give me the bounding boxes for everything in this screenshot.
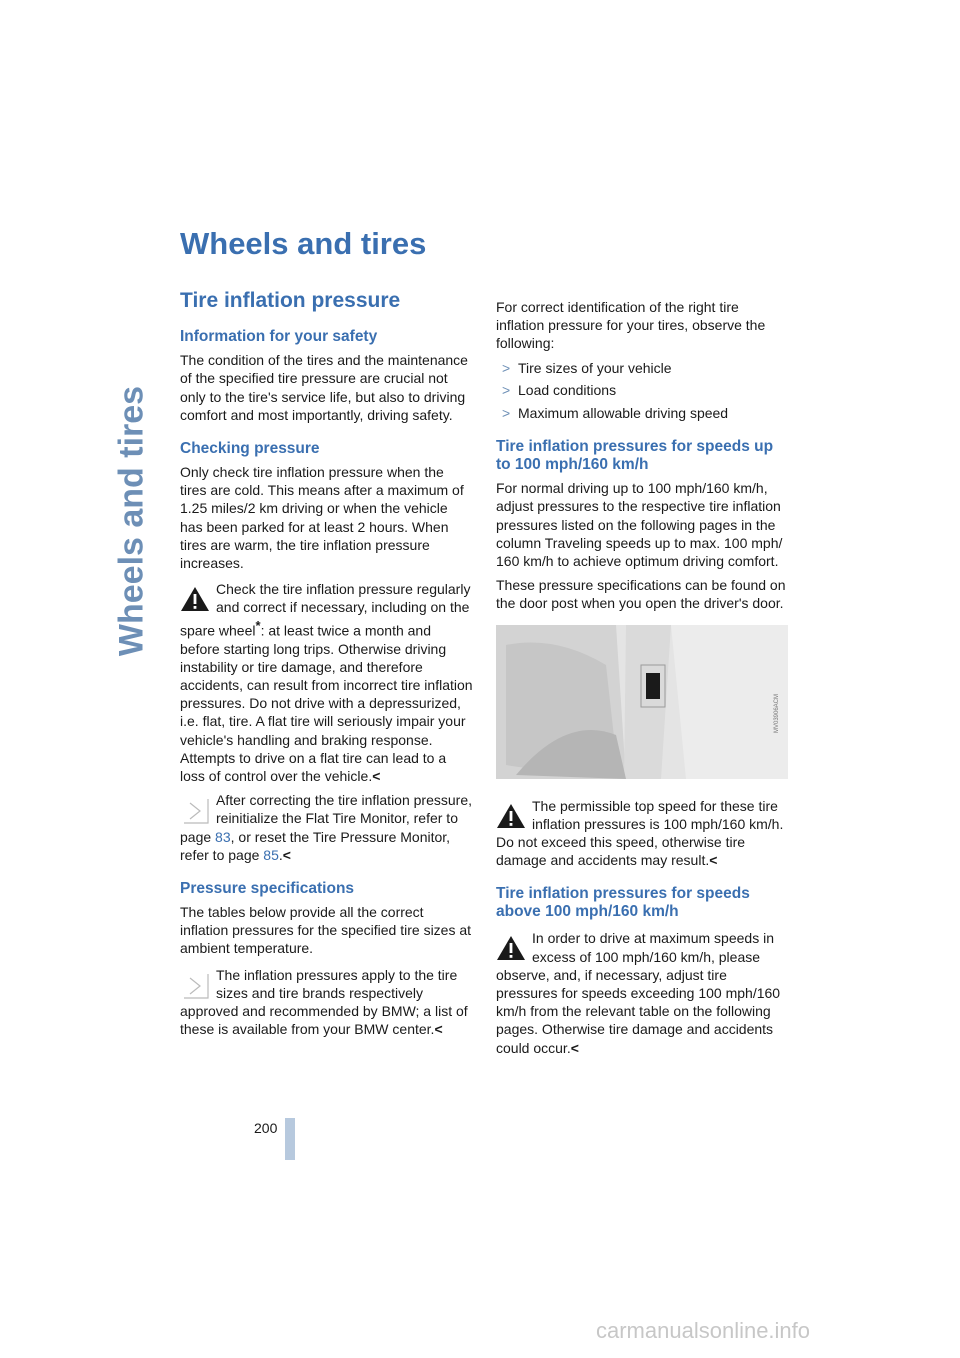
list-item-text: Tire sizes of your vehicle (518, 359, 672, 376)
note-text-a: After correcting the tire inflation pressure, reinitialize the Flat Tire Monitor, refer to page (180, 792, 473, 845)
left-column (180, 289, 474, 1044)
end-mark: < (282, 846, 291, 863)
warning-100-text: The permissible top speed for these tire inflation pressures is 100 mph/160 km/h. Do not exceed this speed, otherwise tire damage and accidents may result. (496, 797, 784, 869)
list-item (496, 359, 790, 377)
warning-note-above-100 (496, 929, 790, 1056)
safety-text: The condition of the tires and the maintenance of the specified tire pressure are crucial not only to the tire's service life, but also to driving comfort and most importantly, driving safety. (180, 352, 468, 423)
optional-asterisk: * (255, 617, 261, 633)
page-number-bar (285, 1118, 295, 1160)
bullet-marker: > (502, 359, 511, 376)
specs-note-text: The inflation pressures apply to the tire sizes and tire brands respectively approved and recommended by BMW; a list of these is available from your BMW center. (180, 966, 468, 1038)
identification-intro: For correct identification of the right tire inflation pressure for your tires, observe the following: (496, 299, 766, 352)
warning-note-100 (496, 797, 790, 870)
identification-list (496, 359, 790, 423)
info-arrow-icon (180, 970, 210, 1000)
section-title: Tire inflation pressure (180, 289, 401, 312)
info-arrow-icon (180, 795, 210, 825)
warning-note-check (180, 580, 474, 785)
info-note-specs (180, 966, 474, 1039)
list-item-text: Load conditions (518, 382, 617, 399)
list-item-text: Maximum allowable driving speed (518, 405, 729, 422)
door-post-photo (496, 625, 788, 779)
checking-heading: Checking pressure (180, 440, 320, 458)
page-link-85[interactable]: 85 (263, 846, 279, 863)
side-tab-label: Wheels and tires (112, 385, 151, 657)
door-post-illustration (496, 625, 788, 779)
watermark: carmanualsonline.info (596, 1318, 811, 1343)
warning-text-a: Check the tire inflation pressure regularly and correct if necessary, including on the spare wheel (180, 581, 471, 639)
end-mark: < (434, 1021, 443, 1038)
bullet-marker: > (502, 382, 511, 399)
photo-code: MV03906ACM (774, 693, 780, 733)
above-100-heading: Tire inflation pressures for speeds above 100 mph/160 km/h (496, 885, 750, 921)
note-text-c: . (278, 846, 283, 863)
warning-triangle-icon (180, 586, 210, 612)
end-mark: < (372, 767, 381, 784)
note-text-b: , or reset the Tire Pressure Monitor, refer to page (180, 828, 451, 863)
warning-triangle-icon (496, 803, 526, 829)
specs-text: The tables below provide all the correct inflation pressures for the specified tire sizes at ambient temperature. (180, 903, 472, 957)
warning-text-b: : at least twice a month and before starting long trips. Otherwise driving instability or tire damage, and therefore accidents, can result from incorrect tire inflation pressures. Do not drive with a depressurized, i.e. flat, tire. A flat tire will seriously impair your vehicle's handling and braking response. Attempts to drive on a flat tire can lead to a loss of control over the vehicle. (180, 622, 473, 784)
list-item (496, 381, 790, 399)
end-mark: < (570, 1039, 579, 1056)
right-column (496, 298, 790, 1063)
specs-heading: Pressure specifications (180, 879, 355, 897)
list-item (496, 404, 790, 422)
up-to-100-text2: These pressure specifications can be found on the door post when you open the driver's door. (496, 577, 786, 612)
chapter-title: Wheels and tires (180, 226, 427, 261)
checking-text: Only check tire inflation pressure when the tires are cold. This means after a maximum of 1.25 miles/2 km driving or when the vehicle has been parked for at least 2 hours. When tires are warm, the tire inflation pressure increases. (180, 464, 464, 572)
safety-heading: Information for your safety (180, 328, 378, 346)
up-to-100-text1: For normal driving up to 100 mph/160 km/h, adjust pressures to the respective tire inflation pressures listed on the following pages in the column Traveling speeds up to max. 100 mph/ 160 km/h to achieve optimum driving comfort. (496, 480, 783, 570)
page-link-83[interactable]: 83 (215, 828, 231, 845)
bullet-marker: > (502, 405, 511, 422)
info-note-monitor (180, 791, 474, 864)
page-number: 200 (254, 1120, 278, 1136)
up-to-100-heading: Tire inflation pressures for speeds up to 100 mph/160 km/h (496, 438, 774, 474)
end-mark: < (709, 852, 718, 869)
warning-triangle-icon (496, 935, 526, 961)
warning-above-text: In order to drive at maximum speeds in excess of 100 mph/160 km/h, please observe, and, if necessary, adjust tire pressures for speeds exceeding 100 mph/160 km/h from the relevant table on the following pages. Otherwise tire damage and accidents could occur. (496, 930, 781, 1056)
side-chapter-tab (106, 228, 158, 814)
